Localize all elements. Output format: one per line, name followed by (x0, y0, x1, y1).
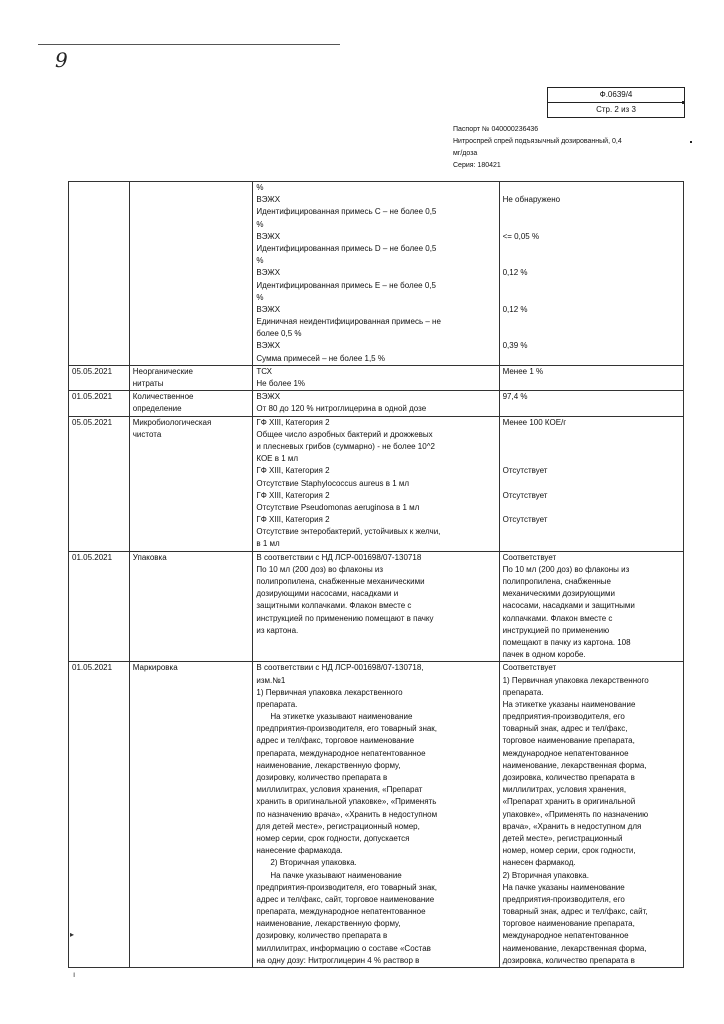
requirement-line: КОЕ в 1 мл (256, 454, 299, 464)
result-line: полипропилена, снабженные (502, 577, 611, 586)
test-name-line: Микробиологическая (132, 417, 212, 427)
requirement-line: ВЭЖХ (256, 304, 281, 314)
requirement-line: ТСХ (256, 366, 272, 376)
handwritten-page-mark: 9 (55, 48, 68, 72)
requirement-cell (253, 391, 499, 416)
test-date-cell (69, 416, 130, 551)
result-cell (499, 182, 683, 366)
requirement-line: ВЭЖХ (256, 392, 281, 402)
result-line (503, 429, 680, 441)
requirement-line: наименование, лекарственную форму, (256, 760, 401, 770)
result-line: 0,12 % (502, 304, 528, 314)
test-date-cell (69, 391, 130, 416)
result-line (503, 526, 680, 538)
requirement-line: препарата, международное непатентованное (256, 907, 426, 917)
result-line: «Препарат хранить в оригинальной (502, 797, 636, 807)
test-name-cell (129, 391, 253, 416)
result-line: предприятия-производителя, его (502, 894, 625, 904)
result-line (503, 206, 680, 218)
requirement-line: защитными колпачками. Флакон вместе с (256, 601, 412, 611)
test-name-cell (129, 365, 253, 390)
requirement-line: миллилитрах, информацию о составе «Состав (256, 943, 431, 953)
result-line: Соответствует (502, 663, 557, 673)
result-line: номер, номер серии, срок годности, (502, 846, 636, 856)
requirement-cell (253, 662, 499, 968)
test-name-cell (129, 662, 253, 968)
result-line: Соответствует (502, 552, 557, 562)
result-line: колпачками. Флакон вместе с (502, 613, 613, 623)
test-date-line: 01.05.2021 (72, 552, 113, 562)
result-line: предприятия-производителя, его (502, 712, 625, 722)
requirement-line: предприятия-производителя, его товарный знак, (256, 882, 438, 892)
requirement-line: Идентифицированная примесь D – не более 0,5 (256, 243, 437, 253)
requirement-line: нанесение фармакода. (256, 846, 343, 856)
requirement-line: на одну дозу: Нитроглицерин 4 % раствор в (256, 955, 420, 965)
result-line: Менее 1 % (502, 366, 544, 376)
requirement-cell (253, 365, 499, 390)
margin-mark: ı (73, 970, 76, 979)
requirement-line: Идентифицированная примесь E – не более 0,5 (256, 280, 436, 290)
test-name-line: Маркировка (132, 663, 178, 673)
result-line: Не обнаружено (502, 195, 561, 205)
form-code: Ф.0639/4 (599, 90, 633, 99)
requirement-line: Сумма примесей – не более 1,5 % (256, 353, 385, 363)
header-rule (38, 44, 340, 45)
requirement-line: В соответствии с НД ЛСР-001698/07-130718 (256, 552, 422, 562)
requirement-line: Единичная неидентифицированная примесь – не (256, 317, 441, 327)
result-line: детей месте», регистрационный (502, 833, 623, 843)
scan-speck (682, 101, 685, 104)
scan-speck (690, 141, 692, 143)
requirement-line: ВЭЖХ (256, 341, 281, 351)
table-row (69, 551, 684, 662)
test-date-cell (69, 365, 130, 390)
result-line (503, 255, 680, 267)
requirement-line: Общее число аэробных бактерий и дрожжевых (256, 429, 433, 439)
test-name-line: определение (132, 404, 182, 414)
page-counter: Стр. 2 из 3 (548, 102, 684, 117)
result-line (503, 353, 680, 365)
result-line: наименование, лекарственная форма, (502, 943, 647, 953)
analysis-table (68, 181, 684, 968)
result-line (503, 292, 680, 304)
table-row (69, 391, 684, 416)
result-line: помещают в пачку из картона. 108 (502, 637, 631, 647)
requirement-line: по назначению врача», «Хранить в недоступном (256, 809, 438, 819)
result-line: препарата. (502, 687, 544, 697)
requirement-line: % (256, 256, 264, 266)
result-line: товарный знак, адрес и тел/факс, сайт, (502, 907, 648, 917)
result-line: дозировка, количество препарата в (502, 773, 635, 782)
requirement-line: От 80 до 120 % нитроглицерина в одной дозе (256, 404, 427, 414)
requirement-line: ВЭЖХ (256, 195, 281, 205)
result-line: На пачке указаны наименование (502, 882, 625, 892)
result-line: Отсутствует (502, 515, 548, 525)
test-name-line: Неорганические (132, 366, 194, 376)
requirement-line: из картона. (256, 625, 299, 635)
result-line: международное непатентованное (502, 748, 629, 758)
result-cell (499, 391, 683, 416)
requirement-line: предприятия-производителя, его товарный знак, (256, 724, 438, 734)
result-line (503, 243, 680, 255)
requirement-line: и плесневых грибов (суммарно) - не более 10^2 (256, 441, 435, 451)
requirement-line: Отсутствие энтеробактерий, устойчивых к желчи, (256, 527, 441, 537)
requirement-cell (253, 551, 499, 662)
test-date-line: 01.05.2021 (72, 392, 113, 402)
requirement-line: адрес и тел/факс, торговое наименование (256, 736, 415, 746)
result-line: торговое наименование препарата, (502, 736, 635, 746)
result-line (503, 502, 680, 514)
result-line (503, 538, 680, 550)
series-number: Серия: 180421 (453, 162, 501, 169)
result-line: 97,4 % (502, 392, 528, 402)
test-date-line: 05.05.2021 (72, 417, 113, 427)
requirement-line: номер серии, срок годности, допускается (256, 833, 410, 843)
table-row (69, 416, 684, 551)
passport-number: Паспорт № 040000236436 (453, 126, 539, 133)
requirement-line: более 0,5 % (256, 329, 302, 339)
result-line (503, 441, 680, 453)
table-row (69, 365, 684, 390)
test-name-line: чистота (132, 429, 162, 439)
result-cell (499, 365, 683, 390)
result-line: международное непатентованное (502, 931, 629, 941)
passport-block (453, 124, 658, 172)
requirement-line: 1) Первичная упаковка лекарственного (256, 687, 403, 697)
requirement-line: Идентифицированная примесь C – не более 0,5 (256, 207, 437, 217)
result-line: дозировка, количество препарата в (502, 955, 635, 965)
requirement-line: полипропилена, снабженные механическими (256, 577, 425, 586)
test-date-line: 01.05.2021 (72, 663, 113, 673)
requirement-line: дозирующими насосами, насадками и (256, 589, 399, 599)
requirement-line: миллилитрах, условия хранения, «Препарат (256, 785, 423, 795)
requirement-line: ГФ XIII, Категория 2 (256, 417, 330, 427)
result-line (503, 219, 680, 231)
requirement-line: дозировку, количество препарата в (256, 773, 388, 782)
requirement-line: препарата. (256, 699, 298, 709)
result-line: 2) Вторичная упаковка. (502, 870, 589, 880)
result-line (503, 316, 680, 328)
requirement-cell (253, 182, 499, 366)
requirement-line: На пачке указывают наименование (270, 870, 402, 880)
test-date-cell (69, 662, 130, 968)
result-cell (499, 416, 683, 551)
test-name-cell (129, 182, 253, 366)
result-line: механическими дозирующими (502, 589, 615, 599)
result-line: 0,39 % (502, 341, 528, 351)
result-line: На этикетке указаны наименование (502, 699, 636, 709)
requirement-line: изм.№1 (256, 675, 286, 685)
requirement-line: в 1 мл (256, 539, 280, 549)
result-line: 1) Первичная упаковка лекарственного (502, 675, 649, 685)
requirement-line: % (256, 183, 264, 192)
form-code-box (547, 87, 685, 118)
requirement-cell (253, 416, 499, 551)
result-line: Отсутствует (502, 466, 548, 476)
requirement-line: % (256, 292, 264, 302)
test-name-cell (129, 551, 253, 662)
requirement-line: ВЭЖХ (256, 268, 281, 278)
result-line: 0,12 % (502, 268, 528, 278)
requirement-line: наименование, лекарственную форму, (256, 919, 401, 929)
requirement-line: инструкцией по применению помещают в пачку (256, 613, 434, 623)
requirement-line: По 10 мл (200 доз) во флаконы из (256, 564, 384, 574)
requirement-line: ВЭЖХ (256, 231, 281, 241)
margin-mark: ▸ (70, 930, 75, 939)
test-date-line: 05.05.2021 (72, 366, 113, 376)
result-line: Менее 100 КОЕ/г (502, 417, 567, 427)
result-line: торговое наименование препарата, (502, 919, 635, 929)
result-line: По 10 мл (200 доз) во флаконы из (502, 564, 630, 574)
result-line: насосами, насадками и защитными (502, 601, 635, 611)
requirement-line: ГФ XIII, Категория 2 (256, 466, 330, 476)
requirement-line: Отсутствие Staphylococcus aureus в 1 мл (256, 478, 410, 488)
result-line (503, 478, 680, 490)
requirement-line: адрес и тел/факс, сайт, торговое наименование (256, 894, 435, 904)
test-name-line: Количественное (132, 392, 194, 402)
test-date-cell (69, 182, 130, 366)
result-line (503, 453, 680, 465)
result-line: <= 0,05 % (502, 231, 540, 241)
result-line: инструкцией по применению (502, 625, 610, 635)
test-name-line: нитраты (132, 379, 164, 388)
requirement-line: Не более 1% (256, 379, 306, 388)
requirement-line: На этикетке указывают наименование (270, 712, 413, 722)
requirement-line: Отсутствие Pseudomonas aeruginosa в 1 мл (256, 502, 420, 512)
result-line (503, 328, 680, 340)
requirement-line: 2) Вторичная упаковка. (270, 858, 357, 868)
result-line: миллилитрах, условия хранения, (502, 785, 627, 795)
requirement-line: для детей месте», регистрационный номер, (256, 821, 420, 831)
result-line: врача», «Хранить в недоступном для (502, 821, 642, 831)
result-line: пачек в одном коробе. (502, 650, 586, 660)
requirement-line: хранить в оригинальной упаковке», «Применять (256, 797, 437, 807)
product-name-line1: Нитроспрей спрей подъязычный дозированный, 0,4 (453, 138, 622, 145)
test-date-cell (69, 551, 130, 662)
result-line: упаковке», «Применять по назначению (502, 809, 649, 819)
requirement-line: ГФ XIII, Категория 2 (256, 490, 330, 500)
result-line (503, 280, 680, 292)
result-line: нанесен фармакод. (502, 858, 576, 868)
requirement-line: ГФ XIII, Категория 2 (256, 515, 330, 525)
requirement-line: В соответствии с НД ЛСР-001698/07-130718, (256, 663, 424, 673)
table-row (69, 662, 684, 968)
table-row (69, 182, 684, 366)
requirement-line: % (256, 219, 264, 229)
test-name-cell (129, 416, 253, 551)
product-name-line2: мг/доза (453, 150, 478, 157)
result-line: наименование, лекарственная форма, (502, 760, 647, 770)
result-line: товарный знак, адрес и тел/факс, (502, 724, 628, 734)
result-cell (499, 551, 683, 662)
result-line: Отсутствует (502, 490, 548, 500)
result-cell (499, 662, 683, 968)
requirement-line: препарата, международное непатентованное (256, 748, 426, 758)
test-name-line: Упаковка (132, 552, 167, 562)
requirement-line: дозировку, количество препарата в (256, 931, 388, 941)
result-line (503, 182, 680, 194)
